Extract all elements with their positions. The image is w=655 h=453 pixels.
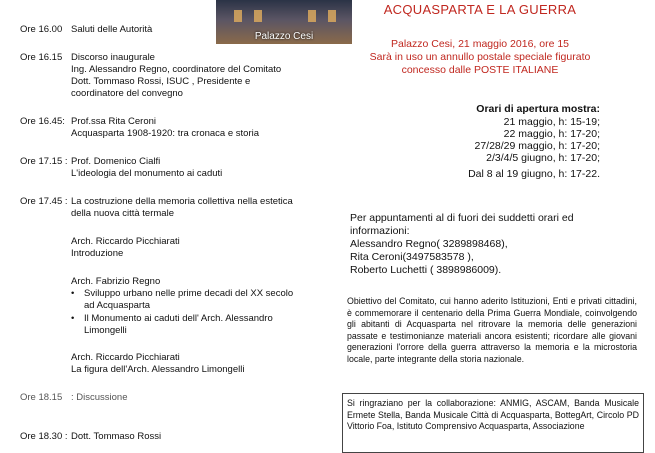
program-item: Prof.ssa Rita Ceroni (71, 116, 157, 127)
program-time: Ore 18.15 (20, 392, 63, 403)
program-item: L'ideologia del monumento ai caduti (71, 168, 223, 179)
palazzo-cesi-photo (216, 0, 352, 44)
orari-line: 27/28/29 maggio, h: 17-20; (474, 140, 600, 152)
program-time: Ore 17.45 : (20, 196, 68, 207)
program-item: coordinatore del convegno (71, 88, 183, 99)
appuntamenti-line: informazioni: (350, 225, 410, 237)
program-item: : Discussione (71, 392, 128, 403)
bullet-item: Il Monumento ai caduti dell' Arch. Alessandro (84, 313, 273, 324)
program-item: Arch. Riccardo Picchiarati (71, 352, 180, 363)
program-item: Arch. Riccardo Picchiarati (71, 236, 180, 247)
program-item: La costruzione della memoria collettiva nella estetica (71, 196, 293, 207)
appuntamenti-line: Roberto Luchetti ( 3898986009). (350, 264, 502, 276)
orari-line: 22 maggio, h: 17-20; (503, 128, 600, 140)
program-item: Discorso inaugurale (71, 52, 155, 63)
bullet-item: Limongelli (84, 325, 127, 336)
bullet-dot: • (71, 313, 75, 324)
annullo-line: concesso dalle POSTE ITALIANE (401, 64, 559, 76)
ringraziamenti-box: Si ringraziano per la collaborazione: ANMIG, ASCAM, Banda Musicale Ermete Stella, Banda Musicale Città di Acquasparta, BottegArt, Circolo PD Vittorio Foa, Istituto Comprensivo Acquasparta, Associazione (342, 393, 644, 453)
bullet-item: Sviluppo urbano nelle prime decadi del XX secolo (84, 288, 294, 299)
orari-heading: Orari di apertura mostra: (476, 103, 600, 115)
appuntamenti-line: Alessandro Regno( 3289898468), (350, 238, 508, 250)
window-light (234, 10, 242, 22)
program-time: Ore 18.30 : (20, 431, 68, 442)
program-item: La figura dell'Arch. Alessandro Limongelli (71, 364, 245, 375)
window-light (328, 10, 336, 22)
program-time: Ore 16.00 (20, 24, 63, 35)
program-time: Ore 17.15 : (20, 156, 68, 167)
program-time: Ore 16.15 (20, 52, 63, 63)
bullet-dot: • (71, 288, 75, 299)
program-item: Acquasparta 1908-1920: tra cronaca e storia (71, 128, 260, 139)
event-title: ACQUASPARTA E LA GUERRA (383, 2, 577, 17)
program-item: Saluti delle Autorità (71, 24, 153, 35)
annullo-line: Sarà in uso un annullo postale speciale figurato (369, 51, 591, 63)
photo-caption: Palazzo Cesi (254, 31, 314, 42)
appuntamenti-line: Rita Ceroni(3497583578 ), (350, 251, 474, 263)
event-venue-date: Palazzo Cesi, 21 maggio 2016, ore 15 (390, 38, 570, 50)
program-item: Introduzione (71, 248, 124, 259)
program-time: Ore 16.45: (20, 116, 65, 127)
orari-line: Dal 8 al 19 giugno, h: 17-22. (468, 168, 600, 180)
program-item: Dott. Tommaso Rossi, ISUC , Presidente e (71, 76, 251, 87)
window-light (308, 10, 316, 22)
window-light (254, 10, 262, 22)
program-item: Ing. Alessandro Regno, coordinatore del Comitato (71, 64, 282, 75)
bullet-item: ad Acquasparta (84, 300, 151, 311)
orari-line: 21 maggio, h: 15-19; (503, 116, 600, 128)
program-item: Dott. Tommaso Rossi (71, 431, 162, 442)
orari-line: 2/3/4/5 giugno, h: 17-20; (486, 152, 600, 164)
program-item: Prof. Domenico Cialfi (71, 156, 161, 167)
obiettivo-paragraph: Obiettivo del Comitato, cui hanno aderito Istituzioni, Enti e privati cittadini, è commemorare il centenario della Prima Guerra Mondiale, coinvolgendo gli abitanti di Acquasparta nel ritrovare la memoria delle generazioni passate e testimonianze materiali ancora esistenti; ricordare alle giovani generazioni l'orrore della guerra attraverso la memoria e la microstoria locale, parte integrante della storia nazionale. (347, 296, 637, 364)
program-item: Arch. Fabrizio Regno (71, 276, 161, 287)
program-item: della nuova città termale (71, 208, 174, 219)
appuntamenti-line: Per appuntamenti al di fuori dei suddetti orari ed (350, 212, 574, 224)
